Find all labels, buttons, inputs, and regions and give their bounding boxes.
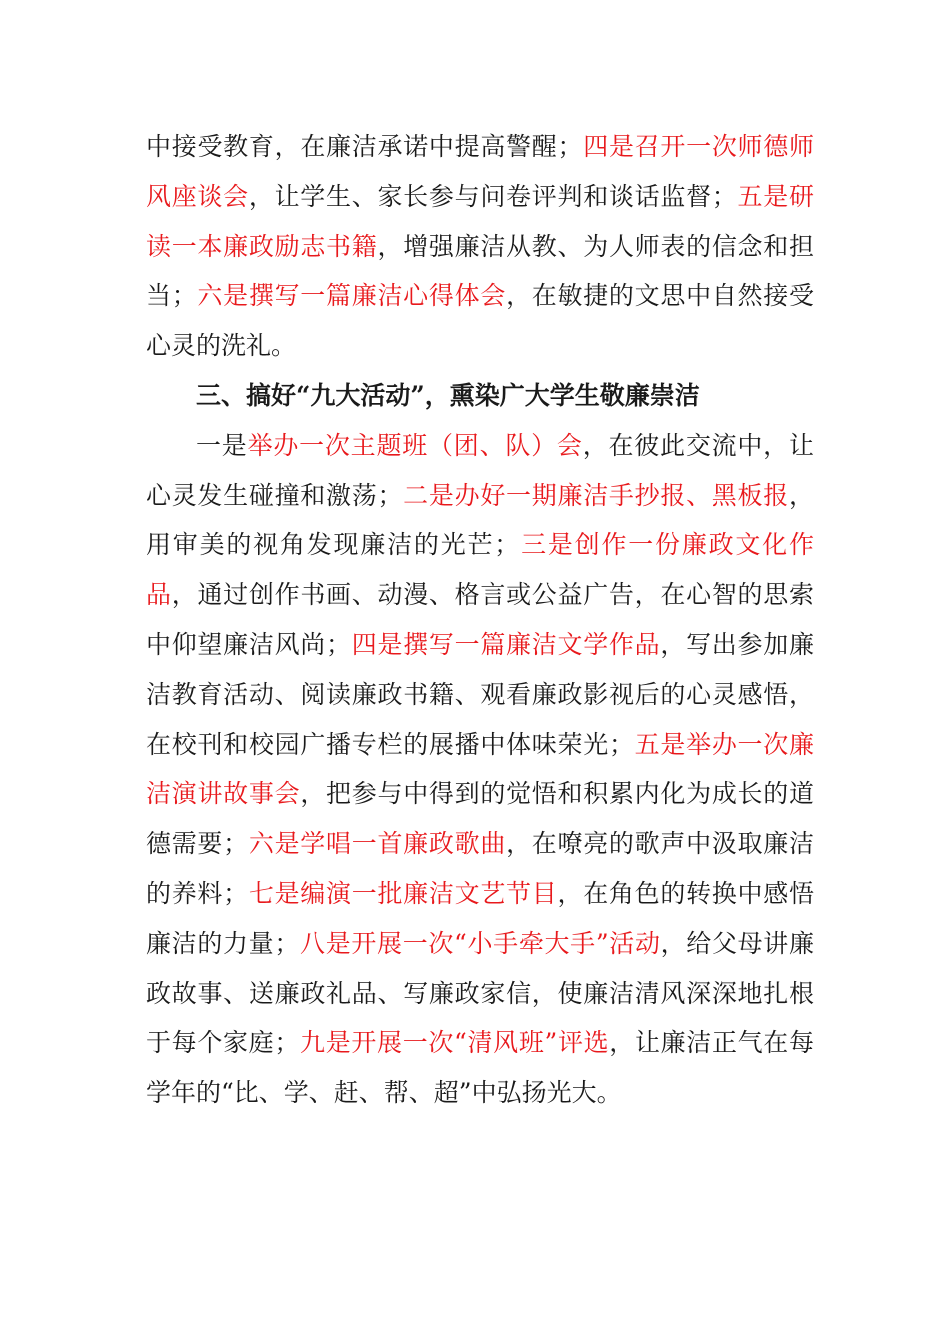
highlight-run: 八是开展一次“小手牵大手”活动 xyxy=(299,928,661,958)
text-run: ，通过创作书画、动漫、格言或公益广告，在心智的思索中仰望廉洁风尚； xyxy=(146,580,814,659)
paragraph-nine-activities xyxy=(146,421,814,1118)
text-run: ，把参与中得到的觉悟和积累内化为成长的道德需要； xyxy=(146,779,814,859)
text-run: ，在彼此交流中，让心灵发生碰撞和激荡； xyxy=(146,430,814,510)
text-run: ，让学生、家长参与问卷评判和谈话监督； xyxy=(248,181,737,211)
paragraph-continuation xyxy=(146,122,814,371)
text-run: ，给父母讲廉政故事、送廉政礼品、写廉政家信，使廉洁清风深深地扎根于每个家庭； xyxy=(146,928,814,1058)
highlight-run: 四是撰写一篇廉洁文学作品 xyxy=(351,629,661,659)
text-run: 一是 xyxy=(196,430,248,460)
text-run: ，用审美的视角发现廉洁的光芒； xyxy=(146,480,814,560)
text-run: ，让廉洁正气在每学年的“比、学、赶、帮、超”中弘扬光大。 xyxy=(146,1028,814,1108)
highlight-run: 举办一次主题班（团、队）会 xyxy=(247,430,583,460)
highlight-run: 六是撰写一篇廉洁心得体会 xyxy=(196,281,507,311)
highlight-run: 二是办好一期廉洁手抄报、黑板报 xyxy=(402,480,789,510)
text-run: ，增强廉洁从教、为人师表的信念和担当； xyxy=(146,231,814,311)
highlight-run: 三是创作一份廉政文化作品 xyxy=(146,530,814,610)
text-run: 中接受教育，在廉洁承诺中提高警醒； xyxy=(146,132,583,161)
document-body xyxy=(146,122,814,1118)
highlight-run: 四是召开一次师德师风座谈会 xyxy=(146,132,814,211)
text-run: ，写出参加廉洁教育活动、阅读廉政书籍、观看廉政影视后的心灵感悟，在校刊和校园广播专栏的展播中体味荣光； xyxy=(146,629,814,759)
highlight-run: 六是学唱一首廉政歌曲 xyxy=(248,829,507,859)
section-heading: 三、搞好“九大活动”，熏染广大学生敬廉崇洁 xyxy=(196,380,700,410)
highlight-run: 五是研读一本廉政励志书籍 xyxy=(146,181,814,261)
highlight-run: 七是编演一批廉洁文艺节目 xyxy=(248,878,558,908)
text-run: ，在角色的转换中感悟廉洁的力量； xyxy=(146,878,814,958)
highlight-run: 五是举办一次廉洁演讲故事会 xyxy=(146,729,814,809)
text-run: ，在敏捷的文思中自然接受心灵的洗礼。 xyxy=(146,281,814,361)
highlight-run: 九是开展一次“清风班”评选 xyxy=(299,1028,610,1058)
text-run: ，在嘹亮的歌声中汲取廉洁的养料； xyxy=(146,829,814,908)
